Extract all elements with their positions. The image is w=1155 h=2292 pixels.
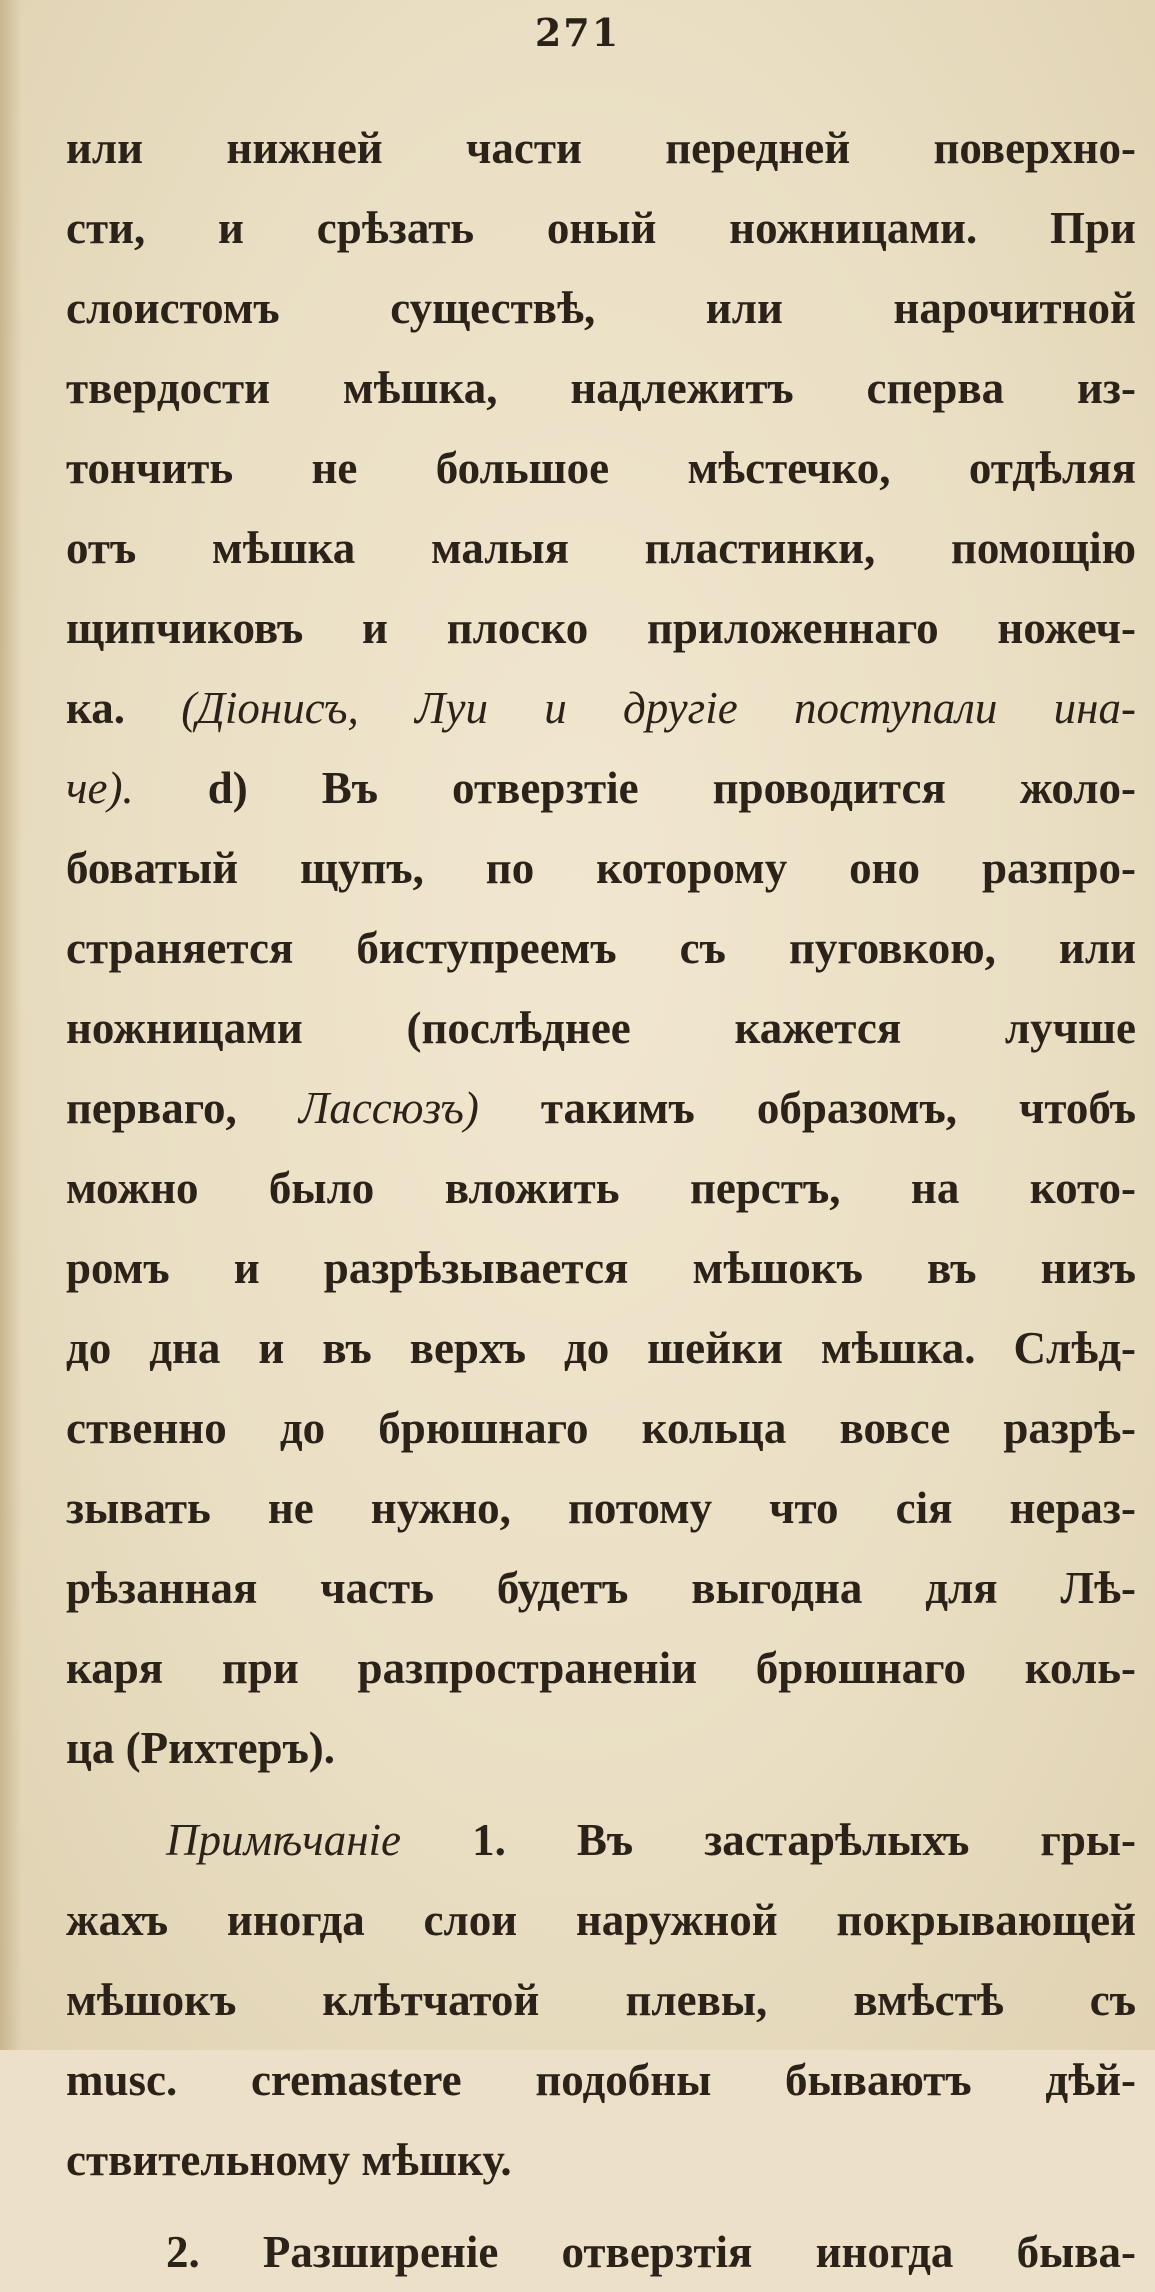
text-span: до дна и въ верхъ до шейки мѣшка. Слѣд- — [66, 1323, 1136, 1373]
text-span: d) Въ отверзтіе проводится жоло- — [207, 763, 1136, 813]
text-line — [66, 428, 1136, 508]
text-line — [66, 828, 1136, 908]
text-span: зывать не нужно, потому что сія нераз- — [66, 1483, 1136, 1533]
text-line — [66, 188, 1136, 268]
text-span: 1. Въ застарѣлыхъ гры- — [401, 1815, 1136, 1865]
text-span: 2. Разширеніе отверзтія иногда быва- — [166, 2227, 1136, 2277]
text-line — [66, 2212, 1136, 2292]
text-line — [66, 508, 1136, 588]
text-span: такимъ образомъ, чтобъ — [478, 1083, 1136, 1133]
italic-text-span: Лассюзъ) — [298, 1083, 479, 1133]
text-line — [66, 1708, 1136, 1788]
paragraph-gap — [66, 2200, 1136, 2212]
text-span: слоистомъ существѣ, или нарочитной — [66, 283, 1136, 333]
text-span: каря при разпространеніи брюшнаго коль- — [66, 1643, 1136, 1693]
text-line — [66, 1148, 1136, 1228]
text-line — [66, 1308, 1136, 1388]
text-span: musc. cremastere подобны бываютъ дѣй- — [66, 2055, 1136, 2105]
text-line — [66, 1228, 1136, 1308]
text-span: мѣшокъ клѣтчатой плевы, вмѣстѣ съ — [66, 1975, 1136, 2025]
text-line — [66, 1628, 1136, 1708]
text-line — [66, 348, 1136, 428]
text-span: перваго, — [66, 1083, 299, 1133]
text-span: ствительному мѣшку. — [66, 2135, 512, 2185]
text-line — [66, 2040, 1136, 2120]
text-line — [66, 1548, 1136, 1628]
text-line — [66, 268, 1136, 348]
text-span: можно было вложить перстъ, на кото- — [66, 1163, 1136, 1213]
text-line — [66, 588, 1136, 668]
text-span: ственно до брюшнаго кольца вовсе разрѣ- — [66, 1403, 1136, 1453]
body-text — [66, 108, 1136, 2292]
text-span: твердости мѣшка, надлежитъ сперва из- — [66, 363, 1136, 413]
text-span: сти, и срѣзать оный ножницами. При — [66, 203, 1136, 253]
text-span: тончить не большое мѣстечко, отдѣляя — [66, 443, 1136, 493]
text-span: ножницами (послѣднее кажется лучше — [66, 1003, 1136, 1053]
text-span: отъ мѣшка малыя пластинки, помощію — [66, 523, 1136, 573]
italic-text-span: че). — [66, 763, 208, 813]
text-line — [66, 1800, 1136, 1880]
text-line — [66, 748, 1136, 828]
text-line — [66, 988, 1136, 1068]
text-line — [66, 1880, 1136, 1960]
text-line — [66, 668, 1136, 748]
text-line — [66, 908, 1136, 988]
text-span: рѣзанная часть будетъ выгодна для Лѣ- — [66, 1563, 1136, 1613]
text-span: страняется биступреемъ съ пуговкою, или — [66, 923, 1136, 973]
italic-text-span: Примѣчаніе — [166, 1815, 401, 1865]
text-span: ца (Рихтеръ). — [66, 1723, 336, 1773]
text-line — [66, 1960, 1136, 2040]
text-span: щипчиковъ и плоско приложеннаго ножеч- — [66, 603, 1136, 653]
text-line — [66, 1068, 1136, 1148]
italic-text-span: (Діонисъ, Луи и другіе поступали ина- — [181, 683, 1136, 733]
text-line — [66, 108, 1136, 188]
text-span: боватый щупъ, по которому оно разпро- — [66, 843, 1136, 893]
text-line — [66, 1388, 1136, 1468]
text-span: жахъ иногда слои наружной покрывающей — [66, 1895, 1136, 1945]
text-span: ка. — [66, 683, 182, 733]
text-span: или нижней части передней поверхно- — [66, 123, 1136, 173]
text-span: ромъ и разрѣзывается мѣшокъ въ низъ — [66, 1243, 1136, 1293]
page-number: 271 — [534, 10, 621, 55]
paragraph-gap — [66, 1788, 1136, 1800]
text-line — [66, 1468, 1136, 1548]
text-line — [66, 2120, 1136, 2200]
page-edge-shadow — [0, 0, 22, 2050]
